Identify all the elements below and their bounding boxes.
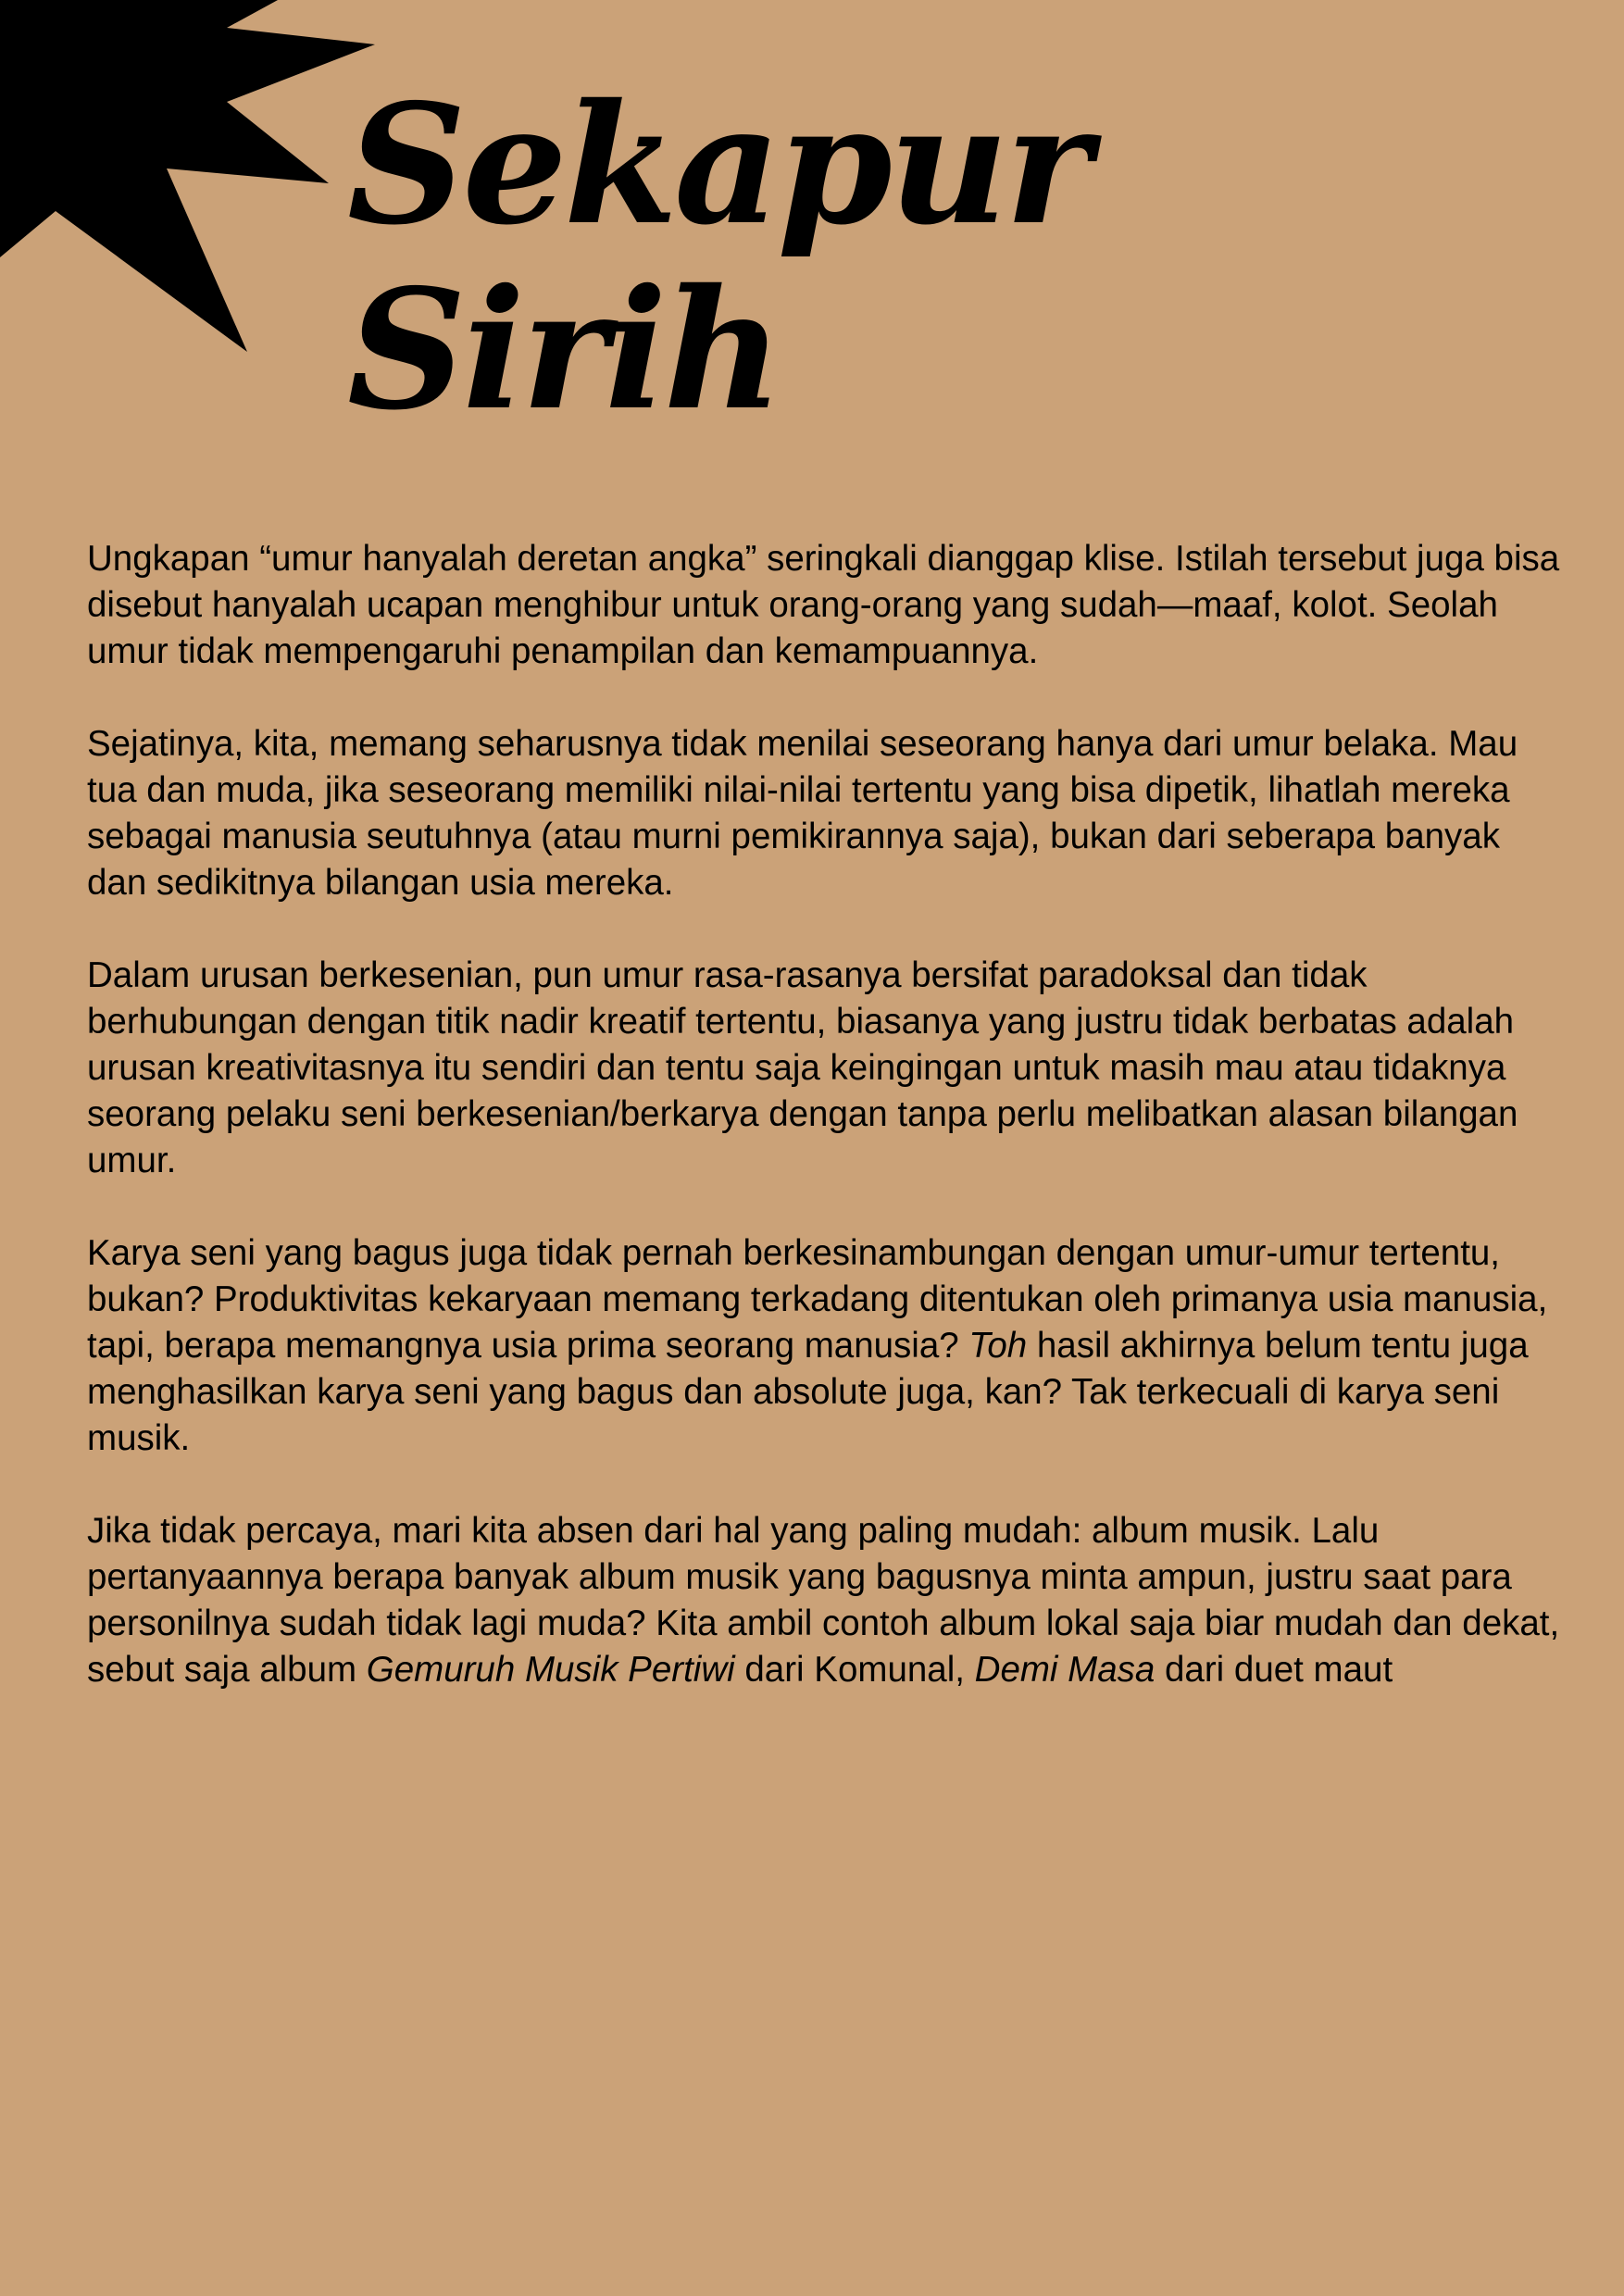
paragraph-3: Dalam urusan berkesenian, pun umur rasa-rasanya bersifat paradoksal dan tidak berhubungan dengan titik nadir kreatif tertentu, biasanya yang justru tidak berbatas adalah urusan kreativitasnya itu sendiri dan tentu saja keingingan untuk masih mau atau tidaknya seorang pelaku seni berkesenian/berkarya dengan tanpa perlu melibatkan alasan bilangan umur. <box>87 955 1518 1180</box>
paragraph-4-text-b: hasil akhirnya belum tentu juga menghasilkan karya seni yang bagus dan absolute juga, kan? Tak terkecuali di karya seni musik. <box>87 1326 1529 1458</box>
paragraph-1: Ungkapan “umur hanyalah deretan angka” seringkali dianggap klise. Istilah tersebut juga bisa disebut hanyalah ucapan menghibur untuk orang-orang yang sudah—maaf, kolot. Seolah umur tidak mempengaruhi penampilan dan kemampuannya. <box>87 539 1560 671</box>
starburst-icon <box>0 0 389 370</box>
paragraph-4 <box>87 1230 1568 1462</box>
page-title <box>347 68 1089 446</box>
album-title-gemuruh: Gemuruh Musik Pertiwi <box>366 1650 735 1690</box>
title-line-2: Sirih <box>347 253 780 446</box>
album-title-demi-masa: Demi Masa <box>974 1650 1156 1690</box>
paragraph-5-text-b: dari Komunal, <box>734 1650 975 1690</box>
article-body <box>87 536 1568 1740</box>
paragraph-5 <box>87 1508 1568 1693</box>
paragraph-4-text-a: Karya seni yang bagus juga tidak pernah berkesinambungan dengan umur-umur tertentu, bukan? Produktivitas kekaryaan memang terkadang ditentukan oleh primanya usia manusia, tapi, berapa memangnya usia prima seorang manusia? <box>87 1233 1548 1366</box>
paragraph-5-text-a: Jika tidak percaya, mari kita absen dari hal yang paling mudah: album musik. Lalu pertanyaannya berapa banyak album musik yang bagusnya minta ampun, justru saat para personilnya sudah tidak lagi muda? Kita ambil contoh album lokal saja biar mudah dan dekat, sebut saja album <box>87 1511 1560 1690</box>
paragraph-4-emphasis: Toh <box>968 1326 1028 1366</box>
title-line-1: Sekapur <box>347 68 1089 261</box>
paragraph-5-text-c: dari duet maut <box>1155 1650 1393 1690</box>
paragraph-2: Sejatinya, kita, memang seharusnya tidak menilai seseorang hanya dari umur belaka. Mau tua dan muda, jika seseorang memiliki nilai-nilai tertentu yang bisa dipetik, lihatlah mereka sebagai manusia seutuhnya (atau murni pemikirannya saja), bukan dari seberapa banyak dan sedikitnya bilangan usia mereka. <box>87 724 1518 903</box>
